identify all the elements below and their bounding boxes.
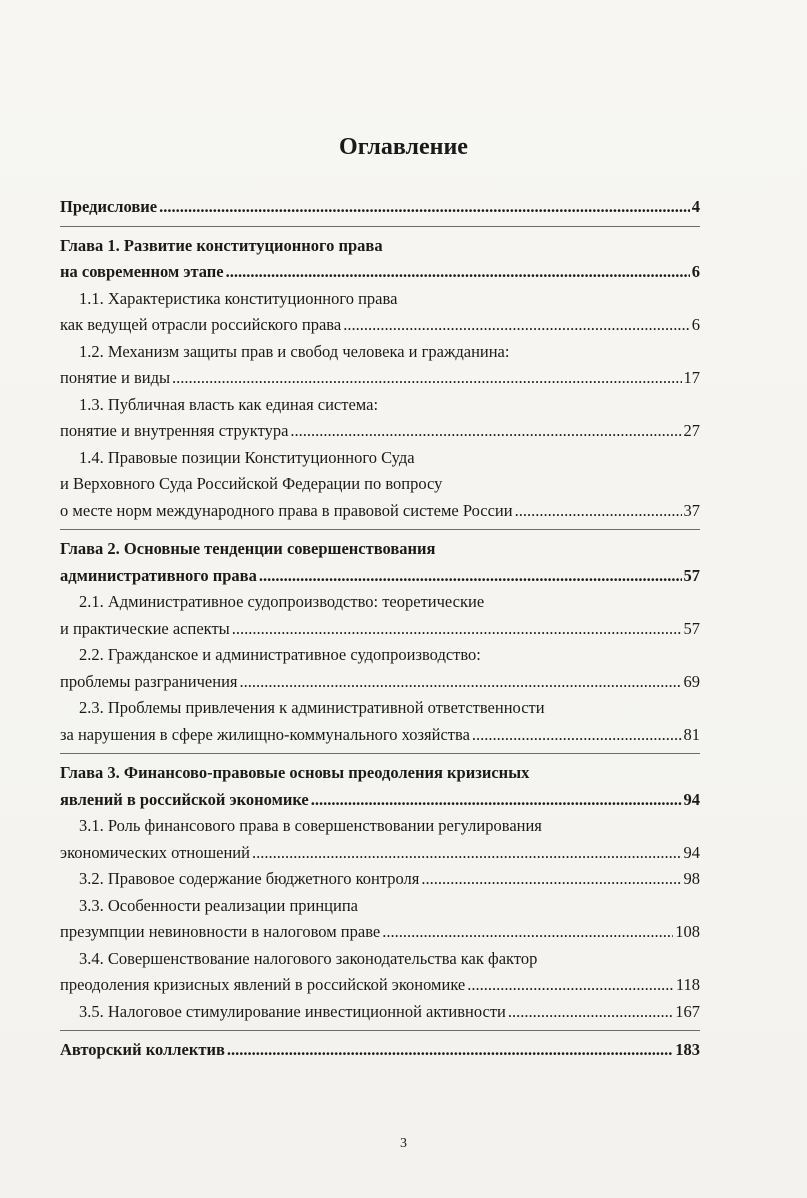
- section-title: понятие и внутренняя структура: [60, 421, 289, 440]
- toc-entry-text: Авторский коллектив: [60, 1040, 225, 1059]
- leader-dots: [421, 866, 681, 893]
- chapter-title: Глава 2. Основные тенденции совершенствования: [60, 539, 436, 558]
- section-title: проблемы разграничения: [60, 671, 238, 691]
- leader-dots: [467, 972, 674, 999]
- toc-page-number: 57: [683, 565, 700, 585]
- leader-dots: [226, 259, 690, 286]
- chapter-title: явлений в российской экономике: [60, 789, 309, 809]
- toc-chapter-1: [60, 227, 700, 531]
- section-title: и Верховного Суда Российской Федерации по вопросу: [60, 474, 443, 493]
- leader-dots: [240, 669, 682, 696]
- chapter-title: на современном этапе: [60, 262, 224, 281]
- table-of-contents: [60, 188, 700, 1069]
- section-title: и практические аспекты: [60, 618, 230, 638]
- leader-dots: [232, 616, 682, 643]
- toc-page-number: 94: [683, 789, 700, 809]
- section-title: 2.3. Проблемы привлечения к административной ответственности: [79, 698, 545, 717]
- leader-dots: [382, 919, 673, 946]
- page-number: 3: [400, 1136, 407, 1151]
- leader-dots: [508, 999, 673, 1026]
- section-title: 1.3. Публичная власть как единая система:: [79, 394, 379, 414]
- toc-page-number: 6: [691, 315, 700, 334]
- section-title: экономических отношений: [60, 842, 250, 862]
- leader-dots: [252, 840, 682, 867]
- leader-dots: [472, 722, 682, 749]
- section-title: 3.2. Правовое содержание бюджетного контроля: [79, 869, 420, 888]
- toc-page-number: 17: [683, 368, 700, 387]
- leader-dots: [515, 498, 682, 525]
- toc-page-number: 69: [683, 671, 700, 691]
- toc-page-number: 167: [675, 1001, 700, 1021]
- section-title: 3.3. Особенности реализации принципа: [79, 895, 358, 915]
- section-title: 2.2. Гражданское и административное судопроизводство:: [79, 645, 481, 664]
- toc-page-number: 6: [691, 262, 700, 281]
- section-title: 3.4. Совершенствование налогового законодательства как фактор: [79, 948, 538, 968]
- section-title: преодоления кризисных явлений в российской экономике: [60, 975, 466, 994]
- leader-dots: [159, 194, 690, 221]
- leader-dots: [259, 563, 682, 590]
- toc-page-number: 94: [683, 842, 700, 862]
- section-title: как ведущей отрасли российского права: [60, 315, 342, 334]
- section-title: о месте норм международного права в правовой системе России: [60, 500, 513, 520]
- section-title: за нарушения в сфере жилищно-коммунального хозяйства: [60, 724, 470, 744]
- section-title: 1.2. Механизм защиты прав и свобод человека и гражданина:: [79, 341, 510, 361]
- toc-chapter-3: [60, 754, 700, 1031]
- toc-page-number: 4: [691, 197, 700, 216]
- toc-entry-text: Предисловие: [60, 197, 158, 216]
- leader-dots: [311, 787, 682, 814]
- chapter-title: административного права: [60, 565, 257, 585]
- leader-dots: [343, 312, 690, 339]
- toc-page-number: 27: [683, 421, 700, 440]
- toc-page-number: 118: [675, 975, 700, 994]
- section-title: 1.1. Характеристика конституционного права: [79, 288, 398, 308]
- toc-authors: [60, 1031, 700, 1069]
- page-title: Оглавление: [339, 134, 468, 160]
- leader-dots: [290, 418, 681, 445]
- section-title: 3.1. Роль финансового права в совершенствовании регулирования: [79, 816, 542, 835]
- toc-preface: [60, 188, 700, 227]
- leader-dots: [172, 365, 681, 392]
- section-title: 1.4. Правовые позиции Конституционного Суда: [79, 447, 415, 467]
- chapter-title: Глава 1. Развитие конституционного права: [60, 235, 383, 255]
- leader-dots: [227, 1037, 673, 1064]
- section-title: 2.1. Административное судопроизводство: теоретические: [79, 592, 485, 611]
- section-title: презумпции невиновности в налоговом праве: [60, 922, 381, 941]
- toc-page-number: 183: [675, 1040, 700, 1059]
- toc-page-number: 108: [675, 922, 700, 941]
- chapter-title: Глава 3. Финансово-правовые основы преодоления кризисных: [60, 763, 530, 782]
- section-title: понятие и виды: [60, 368, 171, 387]
- section-title: 3.5. Налоговое стимулирование инвестиционной активности: [79, 1001, 506, 1021]
- toc-page-number: 57: [683, 618, 700, 638]
- toc-page-number: 98: [683, 869, 700, 888]
- toc-chapter-2: [60, 530, 700, 754]
- toc-page-number: 81: [683, 724, 700, 744]
- toc-page-number: 37: [683, 500, 700, 520]
